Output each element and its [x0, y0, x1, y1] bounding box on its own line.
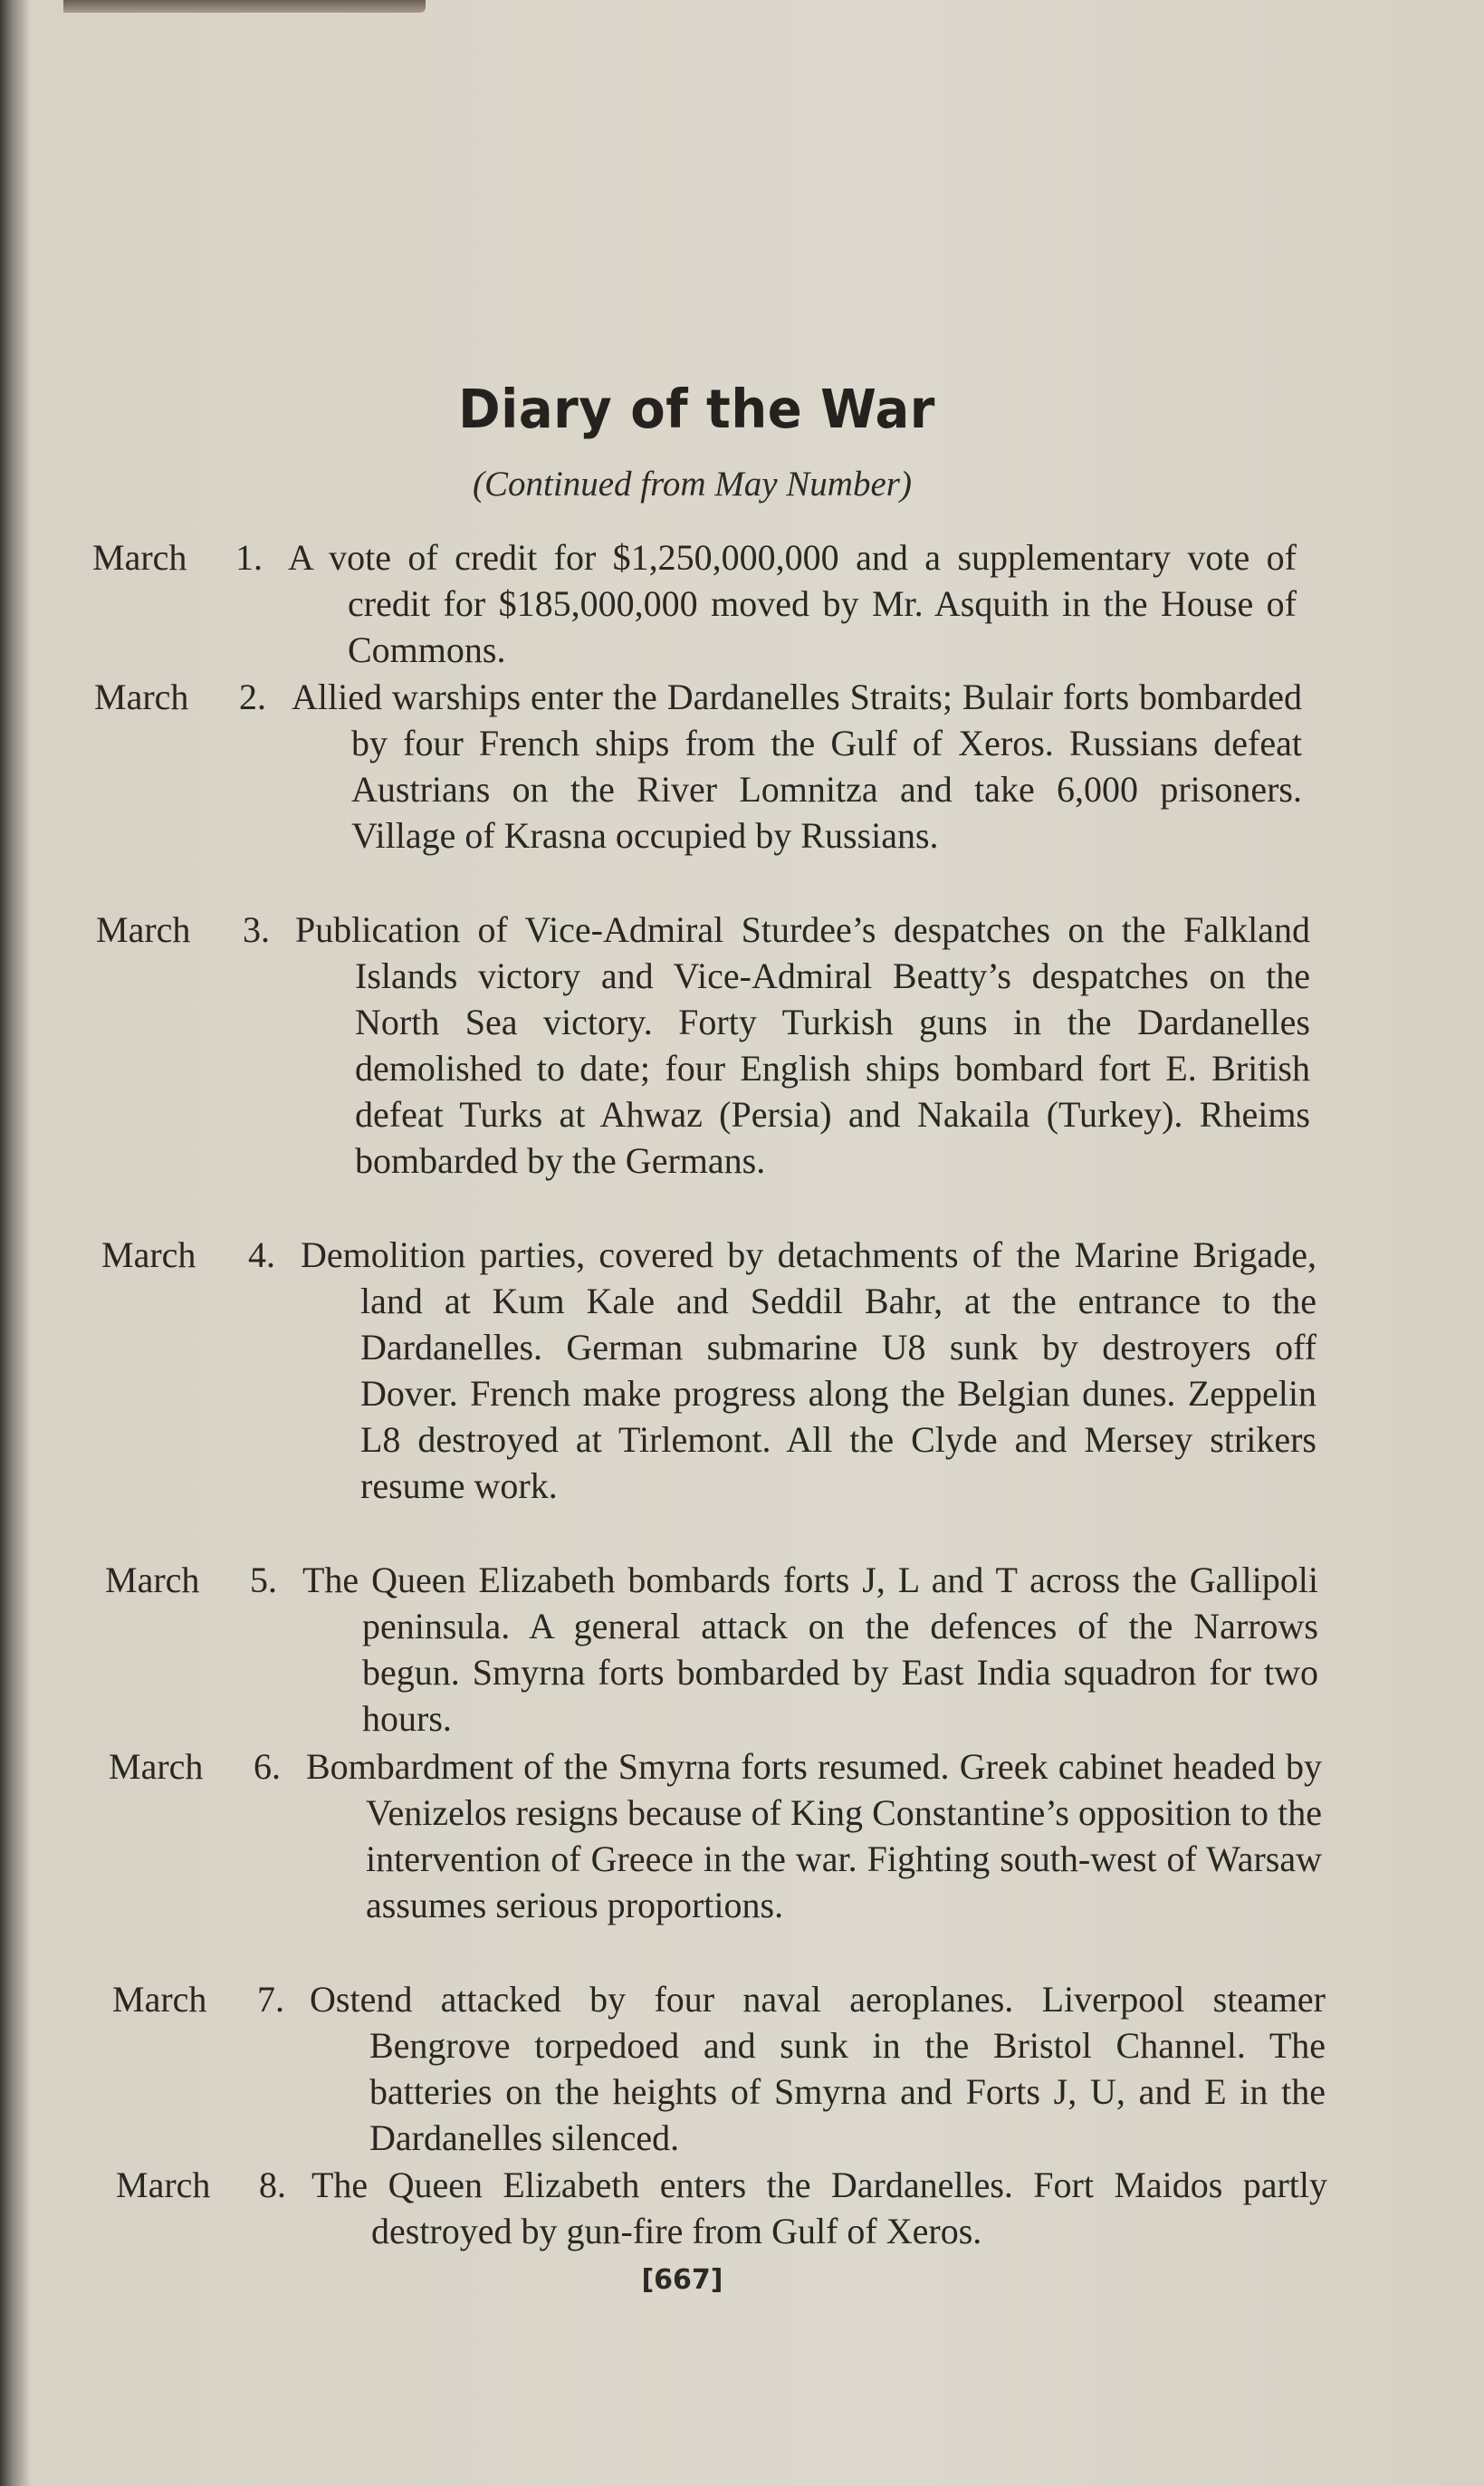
- page-edge-tab: [63, 0, 426, 13]
- page-title: [0, 380, 1484, 439]
- entry-month: March: [116, 2164, 211, 2205]
- entry-text: Demolition parties, covered by detachments of the Marine Brigade, land at Kum Kale and Seddil Bahr, at the entrance to the Dardanelles. German submarine U8 sunk by destroyers off Dover. French make progress along the Belgian dunes. Zeppelin L8 destroyed at Tirlemont. All the Clyde and Mersey strikers resume work.: [301, 1234, 1316, 1506]
- entry-month: March: [109, 1746, 204, 1787]
- entry-month: March: [112, 1979, 207, 2020]
- entry-month: March: [105, 1560, 200, 1600]
- page-title-text: Diary of the War: [458, 379, 935, 441]
- entry-text: Ostend attacked by four naval aeroplanes. Liverpool steamer Bengrove torpedoed and sunk in the Bristol Channel. The batteries on the heights of Smyrna and Forts J, U, and E in the Dardanelles silenced.: [310, 1979, 1326, 2158]
- page-subtitle-text: (Continued from May Number): [473, 465, 912, 504]
- entry-month: March: [101, 1234, 196, 1275]
- entry-month: March: [92, 537, 187, 578]
- entry-text: Publication of Vice-Admiral Sturdee’s despatches on the Falkland Islands victory and Vice-Admiral Beatty’s despatches on the North Sea victory. Forty Turkish guns in the Dardanelles demolished to date; four English ships bombard fort E. British defeat Turks at Ahwaz (Persia) and Nakaila (Turkey). Rheims bombarded by the Germans.: [295, 909, 1310, 1181]
- entry-day: 4.: [248, 1234, 275, 1275]
- entry-day: 3.: [243, 909, 270, 950]
- entry-text: Allied warships enter the Dardanelles Straits; Bulair forts bombarded by four French ships from the Gulf of Xeros. Russians defeat Austrians on the River Lomnitza and take 6,000 prisoners. Village of Krasna occupied by Russians.: [292, 677, 1302, 856]
- entry-day: 2.: [239, 677, 266, 717]
- entry-day: 5.: [250, 1560, 277, 1600]
- entry-day: 6.: [254, 1746, 281, 1787]
- entry-text: Bombardment of the Smyrna forts resumed. Greek cabinet headed by Venizelos resigns because of King Constantine’s opposition to the intervention of Greece in the war. Fighting south-west of Warsaw assumes serious proportions.: [306, 1746, 1322, 1925]
- entry-day: 8.: [259, 2164, 286, 2205]
- entry-text: The Queen Elizabeth enters the Dardanelles. Fort Maidos partly destroyed by gun-fire from Gulf of Xeros.: [311, 2164, 1327, 2251]
- page-subtitle: [0, 464, 1484, 504]
- entry-month: March: [94, 677, 189, 717]
- entry-text: A vote of credit for $1,250,000,000 and a supplementary vote of credit for $185,000,000 moved by Mr. Asquith in the House of Commons.: [288, 537, 1297, 670]
- entry-text: The Queen Elizabeth bombards forts J, L and T across the Gallipoli peninsula. A general attack on the defences of the Narrows begun. Smyrna forts bombarded by East India squadron for two hours.: [302, 1560, 1318, 1739]
- entry-day: 1.: [235, 537, 263, 578]
- entry-month: March: [96, 909, 191, 950]
- entry-day: 7.: [257, 1979, 284, 2020]
- page-number-text: [667]: [641, 2264, 723, 2296]
- page-number: [0, 2264, 1484, 2296]
